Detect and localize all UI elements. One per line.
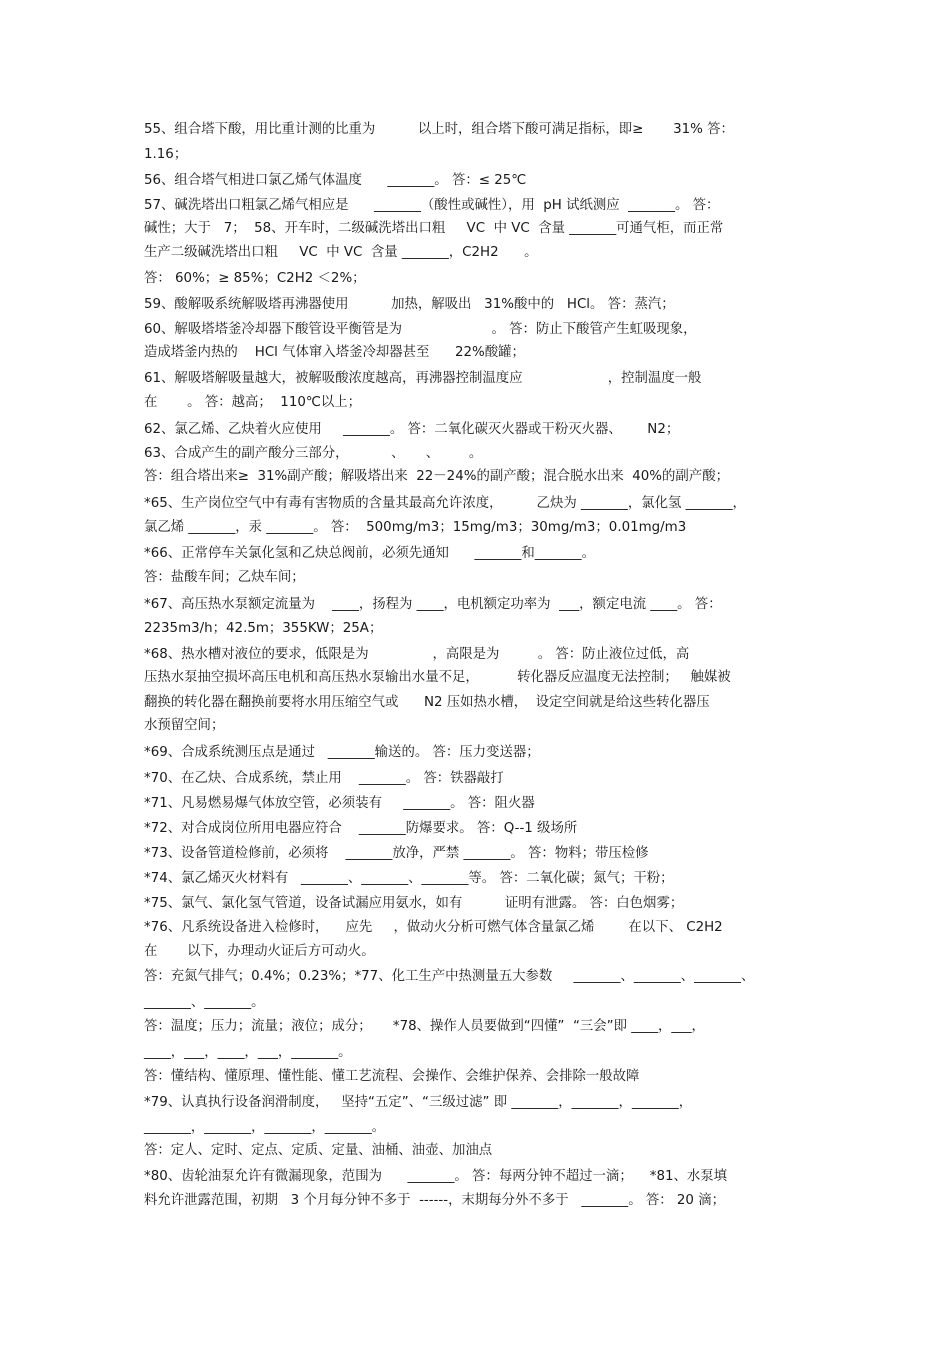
text-line: 碱性；大于 7； 58、开车时，二级碱洗塔出口粗 VC 中 VC 含量 _______可通气柜，而正常 (144, 221, 724, 236)
text-line: _______，_______，_______，_______。 (144, 1120, 386, 1135)
text-line: 水预留空间； (144, 718, 225, 733)
text-line: 氯乙烯 _______，汞 _______。 答： 500mg/m3；15mg/m3；30mg/m3；0.01mg/m3 (144, 520, 687, 535)
text-line: 答：组合塔出来≥ 31%副产酸；解吸塔出来 22－24%的副产酸；混合脱水出来 40%的副产酸； (144, 469, 729, 484)
text-line: *71、凡易燃易爆气体放空管，必须装有 _______。 答：阻火器 (144, 796, 535, 811)
text-line: 56、组合塔气相进口氯乙烯气体温度 _______。 答：≤ 25℃ (144, 173, 527, 188)
text-line: *68、热水槽对液位的要求，低限是为 ，高限是为 。 答：防止液位过低，高 (144, 647, 690, 662)
text-line: 60、解吸塔塔釜冷却器下酸管设平衡管是为 。 答：防止下酸管产生虹吸现象， (144, 322, 697, 337)
text-line: 答：定人、定时、定点、定质、定量、油桶、油壶、加油点 (144, 1143, 493, 1158)
text-line: 2235m3/h；42.5m；355KW；25A； (144, 621, 383, 636)
text-line: 答：盐酸车间；乙炔车间； (144, 570, 305, 585)
text-line: 答：温度；压力；流量；液位；成分； *78、操作人员要做到“四懂” “三会”即 ____，___， (144, 1019, 705, 1034)
text-line: *80、齿轮油泵允许有微漏现象，范围为 _______。 答：每两分钟不超过一滴； *81、水泵填 (144, 1169, 728, 1184)
text-line: *73、设备管道检修前，必须将 _______放净，严禁 _______。 答：物料；带压检修 (144, 846, 649, 861)
text-line: ____，___，____，___，_______。 (144, 1045, 352, 1060)
text-line: 63、合成产生的副产酸分三部分， 、 、 。 (144, 446, 483, 461)
text-line: 答： 60%；≥ 85%；C2H2 ＜2%； (144, 271, 366, 286)
text-line: 压热水泵抽空损坏高压电机和高压热水泵输出水量不足， 转化器反应温度无法控制； 触媒被 (144, 670, 731, 685)
text-line: 62、氯乙烯、乙炔着火应使用 _______。 答：二氧化碳灭火器或干粉灭火器、 N2； (144, 422, 680, 437)
text-line: 翻换的转化器在翻换前要将水用压缩空气或 N2 压如热水槽， 设定空间就是给这些转化器压 (144, 695, 710, 710)
text-line: 在 以下，办理动火证后方可动火。 (144, 944, 375, 959)
text-line: 1.16； (144, 147, 188, 162)
text-line: 57、碱洗塔出口粗氯乙烯气相应是 _______（酸性或碱性），用 pH 试纸测应 _______。 答： (144, 198, 720, 213)
text-line: 61、解吸塔解吸量越大，被解吸酸浓度越高，再沸器控制温度应 ，控制温度一般 (144, 371, 702, 386)
text-line: _______、_______。 (144, 995, 265, 1010)
text-line: *76、凡系统设备进入检修时， 应先 ，做动火分析可燃气体含量氯乙烯 在以下、 C2H2 (144, 920, 723, 935)
text-line: *74、氯乙烯灭火材料有 _______、_______、_______等。 答：二氧化碳；氮气；干粉； (144, 871, 674, 886)
text-line: *66、正常停车关氯化氢和乙炔总阀前，必须先通知 _______和_______。 (144, 546, 595, 561)
text-line: *69、合成系统测压点是通过 _______输送的。 答：压力变送器； (144, 745, 540, 760)
text-line: 造成塔釜内热的 HCl 气体窜入塔釜冷却器甚至 22%酸罐； (144, 345, 525, 360)
text-line: 答：充氮气排气；0.4%；0.23%；*77、化工生产中热测量五大参数 _______、_______、_______、 (144, 969, 755, 984)
text-line: *75、氯气、氯化氢气管道，设备试漏应用氨水，如有 证明有泄露。 答：白色烟雾； (144, 896, 684, 911)
text-line: *70、在乙炔、合成系统，禁止用 _______。 答：铁器敲打 (144, 771, 504, 786)
text-line: 答：懂结构、懂原理、懂性能、懂工艺流程、会操作、会维护保养、会排除一般故障 (144, 1069, 640, 1084)
text-line: *72、对合成岗位所用电器应符合 _______防爆要求。 答：Q--1 级场所 (144, 821, 578, 836)
text-line: *67、高压热水泵额定流量为 ____，扬程为 ____，电机额定功率为 ___，额定电流 ____。 答： (144, 597, 722, 612)
text-line: 料允许泄露范围，初期 3 个月每分钟不多于 ------，末期每分外不多于 _______。 答： 20 滴； (144, 1193, 725, 1208)
text-line: *79、认真执行设备润滑制度， 坚持“五定”、“三级过滤” 即 _______，_______，_______， (144, 1095, 693, 1110)
text-line: 59、酸解吸系统解吸塔再沸器使用 加热，解吸出 31%酸中的 HCl。 答：蒸汽； (144, 297, 675, 312)
text-line: *65、生产岗位空气中有毒有害物质的含量其最高允许浓度， 乙炔为 _______，氯化氢 _______， (144, 496, 746, 511)
text-line: 55、组合塔下酸，用比重计测的比重为 以上时，组合塔下酸可满足指标，即≥ 31% 答： (144, 122, 734, 137)
text-line: 生产二级碱洗塔出口粗 VC 中 VC 含量 _______，C2H2 。 (144, 245, 538, 260)
text-line: 在 。 答：越高； 110℃以上； (144, 395, 362, 410)
